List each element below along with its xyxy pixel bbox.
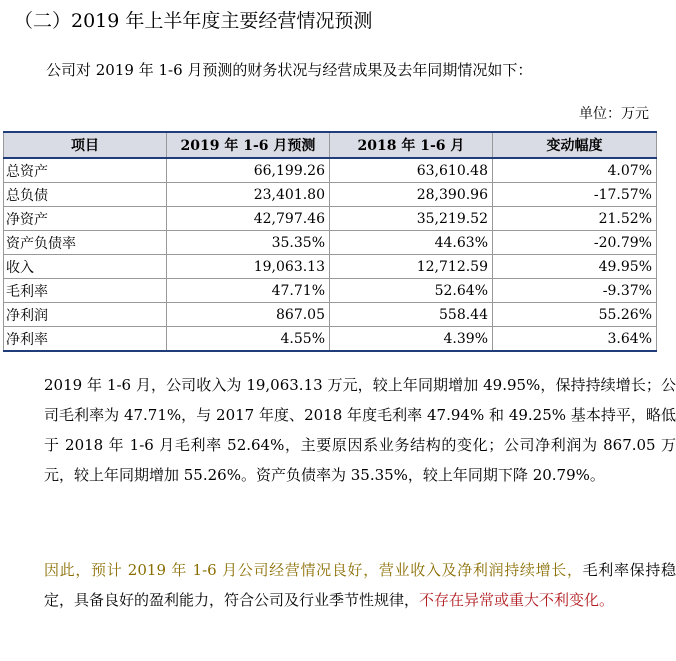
table-row: [4, 231, 657, 255]
header-item: 项目: [4, 132, 167, 158]
table-row: [4, 327, 657, 352]
cell-2018: 558.44: [330, 303, 493, 327]
row-label: 总负债: [4, 183, 167, 207]
cell-2018: 12,712.59: [330, 255, 493, 279]
conclusion-part3: 不存在异常或重大不利变化。: [419, 591, 615, 609]
header-2019-forecast: 2019 年 1-6 月预测: [167, 132, 330, 158]
section-heading: （二）2019 年上半年度主要经营情况预测: [14, 10, 373, 32]
row-label: 资产负债率: [4, 231, 167, 255]
row-label: 净利率: [4, 327, 167, 352]
cell-2018: 44.63%: [330, 231, 493, 255]
table-header-row: [4, 132, 657, 158]
cell-2019: 35.35%: [167, 231, 330, 255]
header-2018: 2018 年 1-6 月: [330, 132, 493, 158]
cell-2018: 28,390.96: [330, 183, 493, 207]
row-label: 收入: [4, 255, 167, 279]
cell-change: -20.79%: [493, 231, 657, 255]
cell-2019: 867.05: [167, 303, 330, 327]
unit-label: 单位：万元: [579, 106, 649, 122]
cell-change: 4.07%: [493, 158, 657, 183]
cell-change: -17.57%: [493, 183, 657, 207]
conclusion-paragraph: [14, 555, 676, 615]
cell-change: 21.52%: [493, 207, 657, 231]
table-row: [4, 303, 657, 327]
cell-2018: 63,610.48: [330, 158, 493, 183]
table-row: [4, 279, 657, 303]
conclusion-part2: 毛利率保持稳定，具备良好的盈利能力，符合公司及行业季节性规律，: [44, 561, 676, 609]
cell-2018: 52.64%: [330, 279, 493, 303]
cell-2018: 4.39%: [330, 327, 493, 352]
analysis-paragraph: 2019 年 1-6 月，公司收入为 19,063.13 万元，较上年同期增加 49.95%，保持持续增长；公司毛利率为 47.71%，与 2017 年度、2018 年度毛利率 47.94% 和 49.25% 基本持平，略低于 2018 年 1-6 月毛利率 52.64%，主要原因系业务结构的变化；公司净利润为 867.05 万元，较上年同期增加 55.26%。资产负债率为 35.35%，较上年同期下降 20.79%。: [44, 376, 676, 484]
cell-2018: 35,219.52: [330, 207, 493, 231]
row-label: 净资产: [4, 207, 167, 231]
table-row: [4, 207, 657, 231]
conclusion-part1: 因此，预计 2019 年 1-6 月公司经营情况良好，营业收入及净利润持续增长，: [44, 561, 583, 579]
table-row: [4, 183, 657, 207]
cell-2019: 66,199.26: [167, 158, 330, 183]
intro-text: 公司对 2019 年 1-6 月预测的财务状况与经营成果及去年同期情况如下：: [46, 61, 533, 79]
cell-2019: 42,797.46: [167, 207, 330, 231]
table-row: [4, 158, 657, 183]
row-label: 总资产: [4, 158, 167, 183]
row-label: 毛利率: [4, 279, 167, 303]
cell-change: 49.95%: [493, 255, 657, 279]
cell-2019: 19,063.13: [167, 255, 330, 279]
cell-change: 3.64%: [493, 327, 657, 352]
financial-table: [3, 131, 657, 352]
header-change: 变动幅度: [493, 132, 657, 158]
row-label: 净利润: [4, 303, 167, 327]
cell-change: -9.37%: [493, 279, 657, 303]
cell-change: 55.26%: [493, 303, 657, 327]
cell-2019: 4.55%: [167, 327, 330, 352]
cell-2019: 23,401.80: [167, 183, 330, 207]
cell-2019: 47.71%: [167, 279, 330, 303]
table-row: [4, 255, 657, 279]
